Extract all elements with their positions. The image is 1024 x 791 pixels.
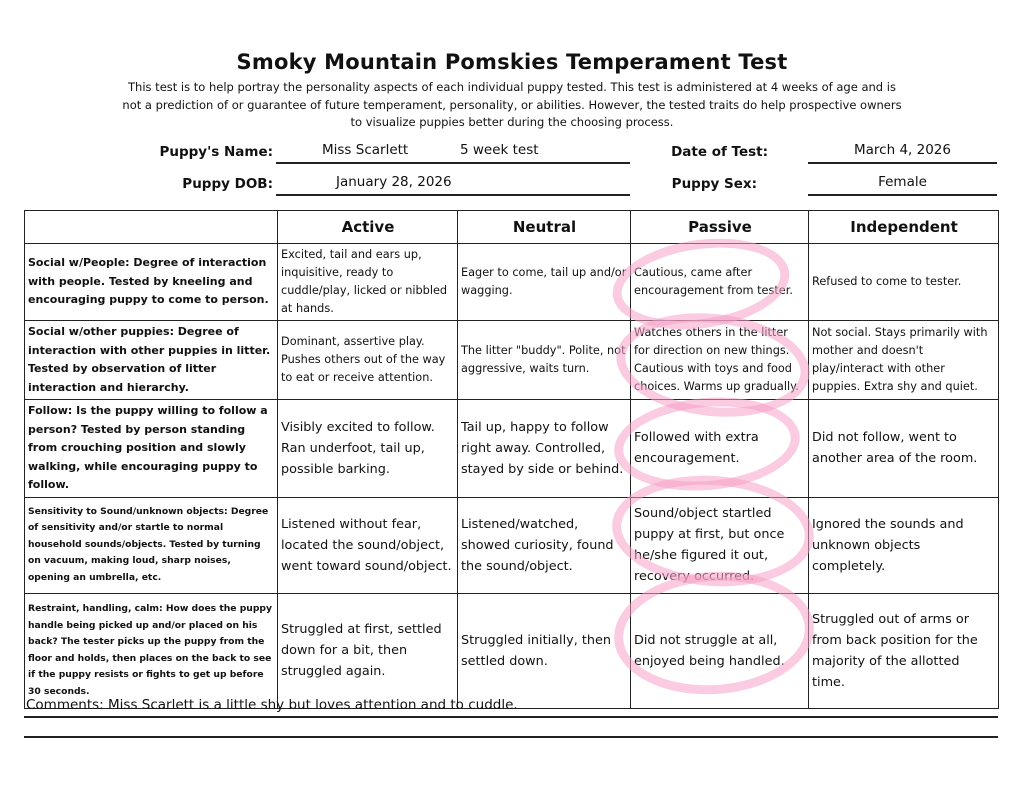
cell-passive: Sound/object startled puppy at first, but once he/she figured it out, recovery occurred. [631, 497, 809, 593]
sex-value: Female [878, 174, 927, 190]
row-label: Sensitivity to Sound/unknown objects: Degree of sensitivity and/or startle to normal household sounds/objects. Tested by turning on vacuum, making loud, sharp noises, opening an umbrella, etc. [25, 497, 278, 593]
comment-line [24, 716, 998, 718]
cell-active: Listened without fear, located the sound/object, went toward sound/object. [278, 497, 458, 593]
table-row [25, 593, 999, 708]
cell-active: Visibly excited to follow. Ran underfoot, tail up, possible barking. [278, 400, 458, 498]
cell-active: Struggled at first, settled down for a bit, then struggled again. [278, 593, 458, 708]
table-row [25, 497, 999, 593]
dob-value: January 28, 2026 [336, 174, 452, 190]
cell-active: Excited, tail and ears up, inquisitive, ready to cuddle/play, licked or nibbled at hands. [278, 244, 458, 321]
table-row [25, 400, 999, 498]
puppy-name-field [276, 142, 630, 164]
cell-neutral: Listened/watched, showed curiosity, found the sound/object. [458, 497, 631, 593]
header-neutral: Neutral [458, 211, 631, 244]
cell-independent: Not social. Stays primarily with mother and doesn't play/interact with other puppies. Extra shy and quiet. [809, 321, 999, 400]
intro-text: This test is to help portray the personality aspects of each individual puppy tested. This test is administered at 4 weeks of age and is not a prediction of or guarantee of future temperament, personality, or abilities. However, the tested traits do help prospective owners to visualize puppies better during the choosing process. [122, 80, 902, 129]
comment-line [24, 736, 998, 738]
row-label: Social w/People: Degree of interaction with people. Tested by kneeling and encouraging puppy to come to person. [25, 244, 278, 321]
header-row [25, 211, 999, 244]
cell-independent: Ignored the sounds and unknown objects completely. [809, 497, 999, 593]
row-label: Restraint, handling, calm: How does the puppy handle being picked up and/or placed on his back? The tester picks up the puppy from the floor and holds, then places on the back to see if the puppy resists or fights to get up before 30 seconds. [25, 593, 278, 708]
dob-label: Puppy DOB: [182, 176, 273, 192]
row-label: Follow: Is the puppy willing to follow a person? Tested by person standing from crouching position and slowly walking, while encouraging puppy to follow. [25, 400, 278, 498]
temperament-table [24, 210, 999, 709]
dob-field [276, 174, 630, 196]
puppy-name-value: Miss Scarlett [322, 142, 409, 158]
cell-independent: Did not follow, went to another area of the room. [809, 400, 999, 498]
row-label: Social w/other puppies: Degree of interaction with other puppies in litter. Tested by observation of litter interaction and hierarchy. [25, 321, 278, 400]
puppy-name-label: Puppy's Name: [159, 144, 273, 160]
cell-passive: Followed with extra encouragement. [631, 400, 809, 498]
date-value: March 4, 2026 [854, 142, 951, 158]
date-field [808, 142, 997, 164]
header-empty [25, 211, 278, 244]
comments-text: Comments: Miss Scarlett is a little shy but loves attention and to cuddle. [26, 697, 518, 713]
cell-passive: Did not struggle at all, enjoyed being handled. [631, 593, 809, 708]
cell-neutral: Eager to come, tail up and/or wagging. [458, 244, 631, 321]
cell-neutral: Tail up, happy to follow right away. Controlled, stayed by side or behind. [458, 400, 631, 498]
cell-passive: Cautious, came after encouragement from tester. [631, 244, 809, 321]
cell-passive: Watches others in the litter for direction on new things. Cautious with toys and food choices. Warms up gradually. [631, 321, 809, 400]
test-note-value: 5 week test [460, 142, 539, 158]
table-row [25, 321, 999, 400]
cell-neutral: Struggled initially, then settled down. [458, 593, 631, 708]
cell-active: Dominant, assertive play. Pushes others out of the way to eat or receive attention. [278, 321, 458, 400]
cell-independent: Struggled out of arms or from back position for the majority of the allotted time. [809, 593, 999, 708]
header-passive: Passive [631, 211, 809, 244]
header-active: Active [278, 211, 458, 244]
cell-independent: Refused to come to tester. [809, 244, 999, 321]
sex-field [808, 174, 997, 196]
sex-label: Puppy Sex: [671, 176, 757, 192]
cell-neutral: The litter "buddy". Polite, not aggressive, waits turn. [458, 321, 631, 400]
date-label: Date of Test: [671, 144, 768, 160]
table-row [25, 244, 999, 321]
header-independent: Independent [809, 211, 999, 244]
page-title: Smoky Mountain Pomskies Temperament Test [236, 50, 788, 74]
